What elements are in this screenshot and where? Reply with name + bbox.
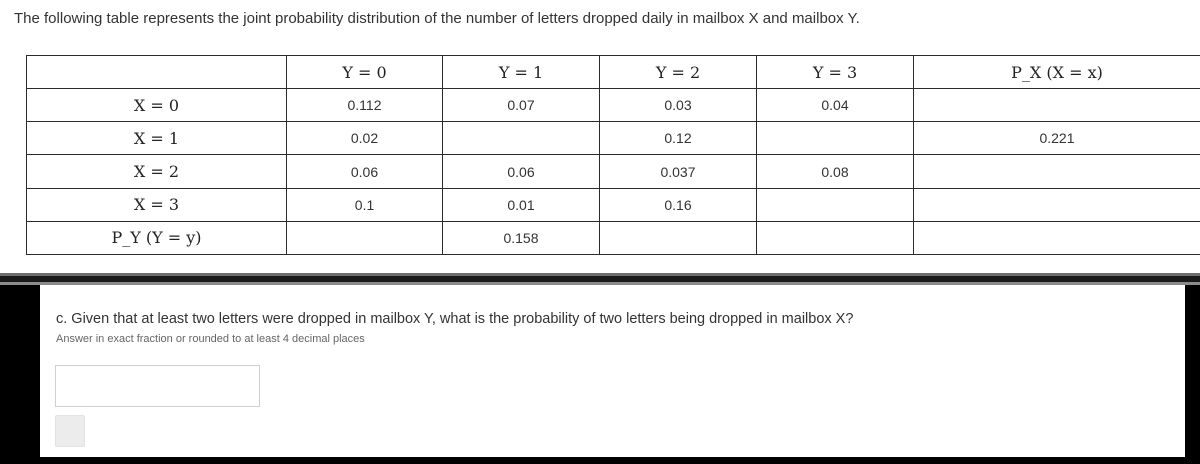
question-panel-frame	[0, 285, 1200, 464]
table-cell: 0.03	[600, 89, 757, 122]
table-cell: 0.221	[914, 122, 1200, 155]
header-corner-cell	[27, 56, 287, 89]
header-y2: Y = 2	[600, 56, 757, 89]
table-cell: 0.112	[287, 89, 443, 122]
table-cell: 0.06	[287, 155, 443, 188]
submit-button[interactable]	[55, 415, 85, 447]
table-cell	[757, 221, 914, 254]
table-cell: 0.02	[287, 122, 443, 155]
table-row	[27, 89, 1200, 122]
table-cell	[287, 221, 443, 254]
joint-probability-table	[26, 55, 1200, 255]
table-cell: 0.037	[600, 155, 757, 188]
table-cell	[600, 221, 757, 254]
table-cell: 0.07	[443, 89, 600, 122]
header-y0: Y = 0	[287, 56, 443, 89]
table-row	[27, 122, 1200, 155]
table-cell	[757, 188, 914, 221]
table-row	[27, 155, 1200, 188]
table-cell	[914, 188, 1200, 221]
row-label: X = 2	[27, 155, 287, 188]
header-px-marginal: P_X (X = x)	[914, 56, 1200, 89]
question-panel	[40, 285, 1185, 457]
table-cell: 0.04	[757, 89, 914, 122]
row-label: X = 3	[27, 188, 287, 221]
row-label: X = 0	[27, 89, 287, 122]
table-cell	[757, 122, 914, 155]
table-cell: 0.01	[443, 188, 600, 221]
table-cell	[443, 122, 600, 155]
row-label-py-marginal: P_Y (Y = y)	[27, 221, 287, 254]
table-cell: 0.16	[600, 188, 757, 221]
table-header-row	[27, 56, 1200, 89]
table-row	[27, 188, 1200, 221]
row-label: X = 1	[27, 122, 287, 155]
header-y3: Y = 3	[757, 56, 914, 89]
answer-hint: Answer in exact fraction or rounded to at least 4 decimal places	[56, 333, 365, 345]
table-cell	[914, 155, 1200, 188]
section-divider	[0, 273, 1200, 285]
table-cell	[914, 221, 1200, 254]
table-cell: 0.06	[443, 155, 600, 188]
table-cell: 0.1	[287, 188, 443, 221]
table-cell: 0.08	[757, 155, 914, 188]
question-text: c. Given that at least two letters were dropped in mailbox Y, what is the probability of two letters being dropped in mailbox X?	[56, 311, 854, 327]
table-row	[27, 221, 1200, 254]
table-cell	[914, 89, 1200, 122]
header-y1: Y = 1	[443, 56, 600, 89]
intro-text: The following table represents the joint probability distribution of the number of letters dropped daily in mailbox X and mailbox Y.	[14, 10, 860, 27]
table-cell: 0.12	[600, 122, 757, 155]
answer-input[interactable]	[55, 365, 260, 407]
table-cell: 0.158	[443, 221, 600, 254]
